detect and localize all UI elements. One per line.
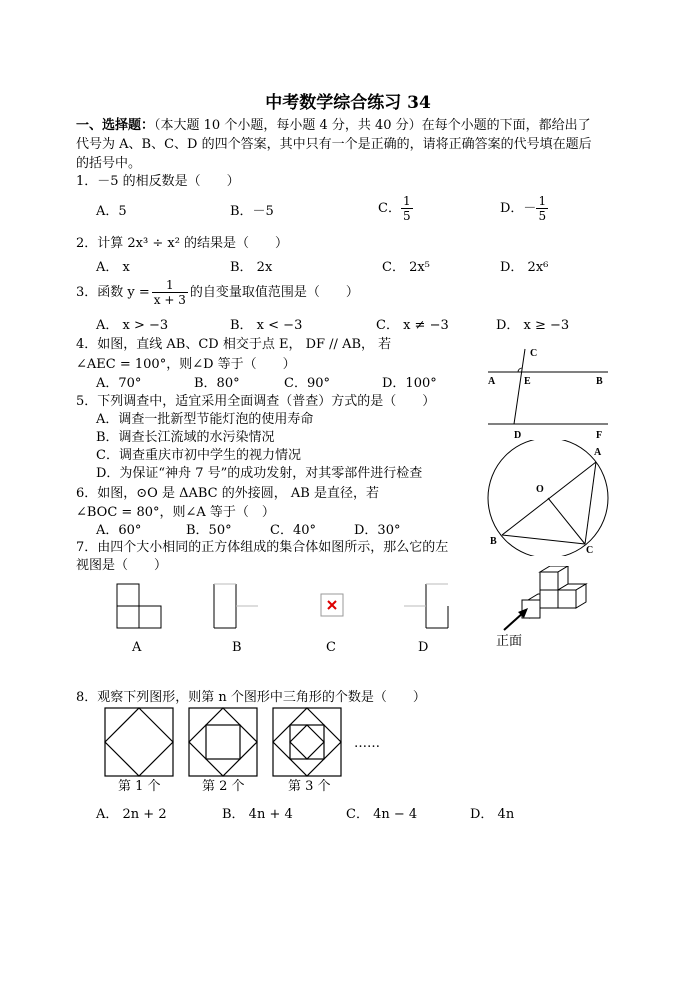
- q8-stem: 8．观察下列图形，则第 n 个图形中三角形的个数是（ ）: [76, 690, 426, 705]
- q8-figure-2-caption: 第 2 个: [202, 779, 245, 794]
- q3-option-a: A． x > −3: [96, 318, 169, 333]
- q6-line1: 6．如图，⊙O 是 ΔABC 的外接圆， AB 是直径，若: [76, 486, 379, 501]
- section-intro-line1: 一、选择题：（本大题 10 个小题，每小题 4 分，共 40 分）在每个小题的下面，都给出了: [76, 118, 591, 133]
- segment-oc: [548, 498, 585, 544]
- q2-option-a: A． x: [96, 260, 130, 275]
- q6-line2: ∠BOC = 80°，则∠A 等于（ ）: [76, 505, 275, 520]
- q2-stem: 2．计算 2x³ ÷ x² 的结果是（ ）: [76, 236, 289, 251]
- label-b: B: [490, 536, 497, 547]
- q4-line1: 4．如图，直线 AB、CD 相交于点 E， DF // AB， 若: [76, 337, 392, 352]
- q7-option-c-broken-image-icon: [320, 593, 344, 617]
- section-intro-line2: 代号为 A、B、C、D 的四个答案，其中只有一个是正确的，请将正确答案的代号填在题后: [76, 137, 592, 152]
- q3-option-c: C． x ≠ −3: [376, 318, 449, 333]
- label-d: D: [514, 430, 522, 441]
- label-c: C: [586, 545, 594, 556]
- q1-option-c: C． $\frac{1}{5}$: [378, 194, 411, 223]
- q4-option-d: D．100°: [382, 376, 437, 391]
- q6-option-c: C．40°: [270, 523, 316, 538]
- q6-option-a: A．60°: [96, 523, 142, 538]
- page-title: 中考数学综合练习 34: [265, 93, 431, 113]
- q5-option-c: C．调查重庆市初中学生的视力情况: [96, 448, 301, 463]
- label-b: B: [596, 376, 603, 387]
- q8-option-c: C． 4n − 4: [346, 807, 418, 822]
- section-intro-line3: 的括号中。: [76, 156, 142, 171]
- segment-bc: [502, 535, 585, 544]
- q8-figure-2: [188, 707, 258, 777]
- q7-option-d-figure: [402, 583, 450, 631]
- q4-figure: [484, 344, 612, 442]
- label-c: C: [530, 348, 538, 359]
- q4-option-c: C．90°: [284, 376, 330, 391]
- label-o: O: [536, 484, 544, 495]
- q5-option-b: B．调查长江流域的水污染情况: [96, 430, 275, 445]
- label-a: A: [488, 376, 496, 387]
- q2-option-b: B． 2x: [230, 260, 273, 275]
- q5-stem: 5．下列调查中，适宜采用全面调查（普查）方式的是（ ）: [76, 394, 436, 409]
- q7-option-b-label: B: [232, 640, 242, 655]
- label-a: A: [594, 447, 602, 458]
- q3-option-d: D． x ≥ −3: [496, 318, 570, 333]
- q7-option-a-figure: [116, 583, 164, 631]
- q6-option-b: B．50°: [186, 523, 232, 538]
- q7-option-a-label: A: [132, 640, 142, 655]
- q4-line2: ∠AEC = 100°，则∠D 等于（ ）: [76, 357, 296, 372]
- q1-option-a: A．5: [96, 204, 127, 219]
- q7-line2: 视图是（ ）: [76, 558, 168, 573]
- q3-option-b: B． x < −3: [230, 318, 303, 333]
- q8-figure-1: [104, 707, 174, 777]
- label-f: F: [596, 430, 603, 441]
- q8-option-b: B． 4n + 4: [222, 807, 293, 822]
- q7-front-label: 正面: [496, 634, 523, 649]
- q3-stem: 3．函数 y = $\frac{1}{x + 3}$ 的自变量取值范围是（ ）: [76, 278, 359, 307]
- q5-option-a: A．调查一批新型节能灯泡的使用寿命: [96, 412, 314, 427]
- q8-ellipsis: ……: [354, 736, 380, 751]
- q4-option-b: B．80°: [194, 376, 240, 391]
- q1-stem: 1．－5 的相反数是（ ）: [76, 174, 240, 189]
- q8-option-a: A． 2n + 2: [96, 807, 167, 822]
- segment-ac: [585, 462, 596, 544]
- q2-option-d: D． 2x⁶: [500, 260, 549, 275]
- q6-figure: [482, 440, 616, 556]
- q8-figure-1-caption: 第 1 个: [118, 779, 161, 794]
- section-heading: 一、选择题：: [76, 118, 155, 133]
- q4-option-a: A．70°: [96, 376, 142, 391]
- label-e: E: [524, 376, 531, 387]
- q8-option-d: D． 4n: [470, 807, 515, 822]
- q7-option-d-label: D: [418, 640, 429, 655]
- q5-option-d: D．为保证“神舟 7 号”的成功发射，对其零部件进行检查: [96, 466, 423, 481]
- q1-option-d: D．－ $\frac{1}{5}$: [500, 194, 547, 223]
- q8-figure-3: [272, 707, 342, 777]
- q7-option-c-label: C: [326, 640, 336, 655]
- q2-option-c: C． 2x⁵: [382, 260, 430, 275]
- q1-option-b: B．－5: [230, 204, 274, 219]
- q6-option-d: D．30°: [354, 523, 401, 538]
- q7-option-b-figure: [212, 583, 260, 631]
- q8-figure-3-caption: 第 3 个: [288, 779, 331, 794]
- q7-line1: 7．由四个大小相同的正方体组成的集合体如图所示，那么它的左: [76, 540, 449, 555]
